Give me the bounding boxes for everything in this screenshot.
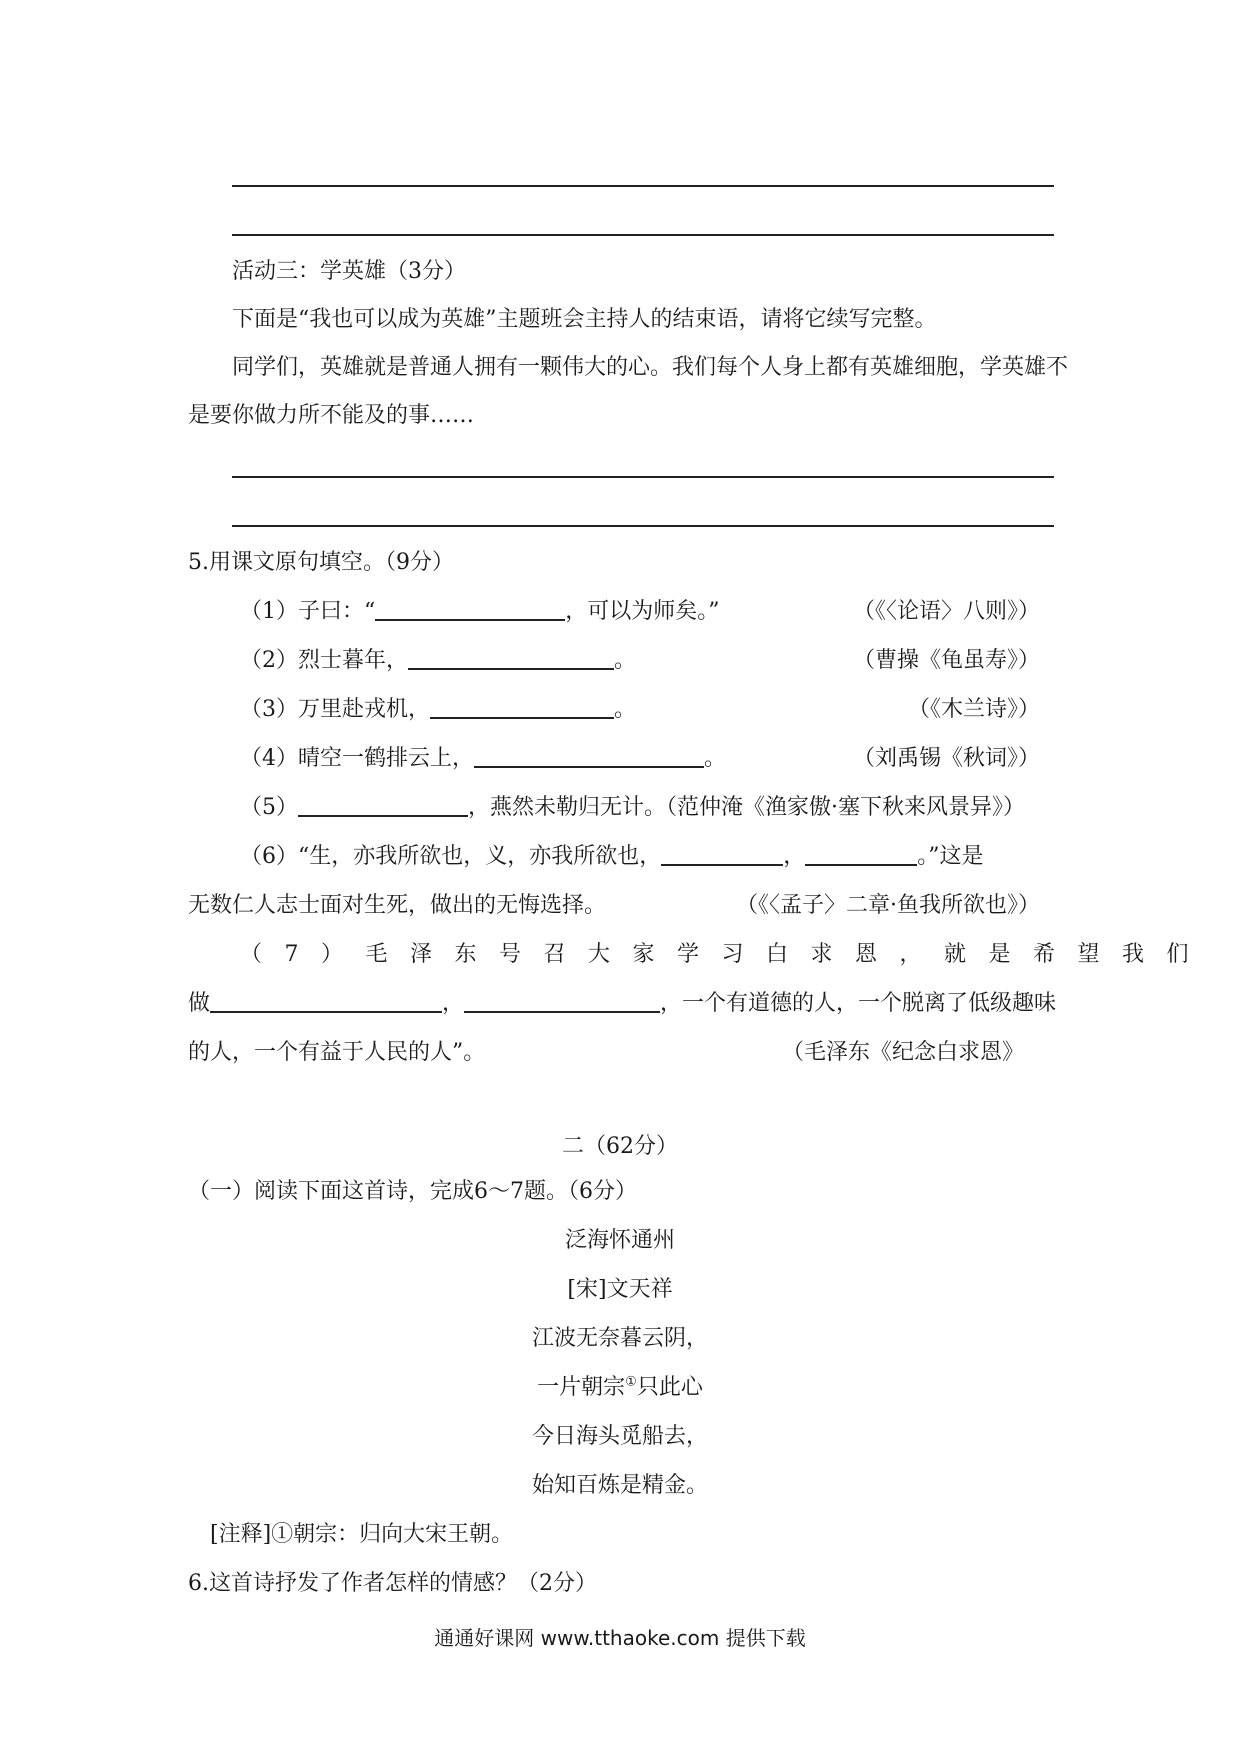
fill-blank[interactable] [661, 844, 783, 866]
q5-item7-source: （毛泽东《纪念白求恩》 [781, 1040, 1024, 1065]
footnote-marker: ① [625, 1374, 637, 1390]
answer-line [232, 525, 1054, 527]
fill-blank[interactable] [408, 648, 614, 670]
section2-part1-heading: （一）阅读下面这首诗，完成6～7题。（6分） [188, 1179, 637, 1204]
activity3-paragraph-line1: 同学们，英雄就是普通人拥有一颗伟大的心。我们每个人身上都有英雄细胞，学英雄不 [232, 355, 1069, 380]
fill-blank[interactable] [805, 844, 917, 866]
section2-title: 二（62分） [562, 1134, 678, 1159]
poem-title: 泛海怀通州 [564, 1228, 675, 1253]
q5-item6-source: （《〈孟子〉二章·鱼我所欲也》） [736, 893, 1040, 918]
q5-item7-line2 [188, 990, 1056, 1018]
activity3-prompt: 下面是“我也可以成为英雄”主题班会主持人的结束语，请将它续写完整。 [232, 307, 937, 332]
q5-item7-text: 做 [188, 991, 211, 1016]
q5-item5 [240, 794, 1025, 822]
q5-item4-source: （刘禹锡《秋词》） [852, 746, 1040, 771]
q5-item2-text: （2）烈士暮年， [240, 648, 408, 673]
poem-line4: 始知百炼是精金。 [531, 1473, 708, 1498]
answer-line [232, 234, 1054, 236]
answer-line [232, 476, 1054, 478]
q5-item3-text: （3）万里赴戎机， [240, 697, 430, 722]
q5-item6 [240, 843, 984, 871]
q5-item5-text: （5） [240, 795, 298, 820]
q5-item1-text2: ，可以为师矣。” [565, 599, 720, 624]
q5-item2-text2: 。 [614, 648, 637, 673]
q5-item7-line1: （7）毛泽东号召大家学习白求恩，就是希望我们 [240, 942, 1211, 967]
fill-blank[interactable] [430, 697, 614, 719]
poem-line3: 今日海头觅船去， [531, 1424, 708, 1449]
answer-line [232, 185, 1054, 187]
q5-item2 [240, 647, 636, 675]
q5-item4-text2: 。 [704, 746, 727, 771]
q5-item6-text: （6）“生，亦我所欲也，义，亦我所欲也， [240, 844, 662, 869]
q5-item3-text2: 。 [614, 697, 637, 722]
q5-item7-text2: ， [442, 991, 465, 1016]
fill-blank[interactable] [298, 795, 468, 817]
q5-item5-source: （范仲淹《渔家傲·塞下秋来风景异》） [666, 795, 1026, 820]
q5-item1-source: （《〈论语〉八则》） [852, 599, 1040, 624]
activity3-paragraph-line2: 是要你做力所不能及的事…… [188, 403, 475, 428]
q5-item4 [240, 745, 726, 773]
q5-item7-text3: ，一个有道德的人，一个脱离了低级趣味 [660, 991, 1057, 1016]
q5-item2-source: （曹操《龟虽寿》） [852, 648, 1040, 673]
fill-blank[interactable] [210, 991, 442, 1013]
poem-note: [注释]①朝宗：归向大宋王朝。 [210, 1522, 514, 1547]
poem-author: [宋]文天祥 [567, 1277, 673, 1302]
q5-item3 [240, 696, 636, 724]
q5-item4-text: （4）晴空一鹤排云上， [240, 746, 474, 771]
poem-line2-text2: 只此心 [636, 1375, 703, 1400]
q5-item1-text: （1）子曰：“ [240, 599, 376, 624]
fill-blank[interactable] [375, 599, 565, 621]
poem-line2-text: 一片朝宗 [537, 1375, 626, 1400]
poem-line2 [0, 1374, 1240, 1402]
fill-blank[interactable] [474, 746, 704, 768]
q5-item1 [240, 598, 720, 626]
q5-item7-line3: 的人，一个有益于人民的人”。 [188, 1040, 486, 1065]
q5-item6-text2: ， [783, 844, 806, 869]
q6-title: 6.这首诗抒发了作者怎样的情感？（2分） [188, 1571, 597, 1596]
q5-item3-source: （《木兰诗》） [907, 697, 1040, 722]
activity3-title: 活动三：学英雄（3分） [232, 259, 466, 284]
poem-line1: 江波无奈暮云阴， [531, 1326, 708, 1351]
fill-blank[interactable] [464, 991, 660, 1013]
page-footer: 通通好课网 www.tthaoke.com 提供下载 [434, 1626, 806, 1650]
q5-item6-text3: 。”这是 [917, 844, 984, 869]
q5-title: 5.用课文原句填空。（9分） [188, 550, 454, 575]
q5-item6-line2: 无数仁人志士面对生死，做出的无悔选择。 [188, 893, 607, 918]
q5-item5-text2: ，燕然未勒归无计。 [468, 795, 667, 820]
